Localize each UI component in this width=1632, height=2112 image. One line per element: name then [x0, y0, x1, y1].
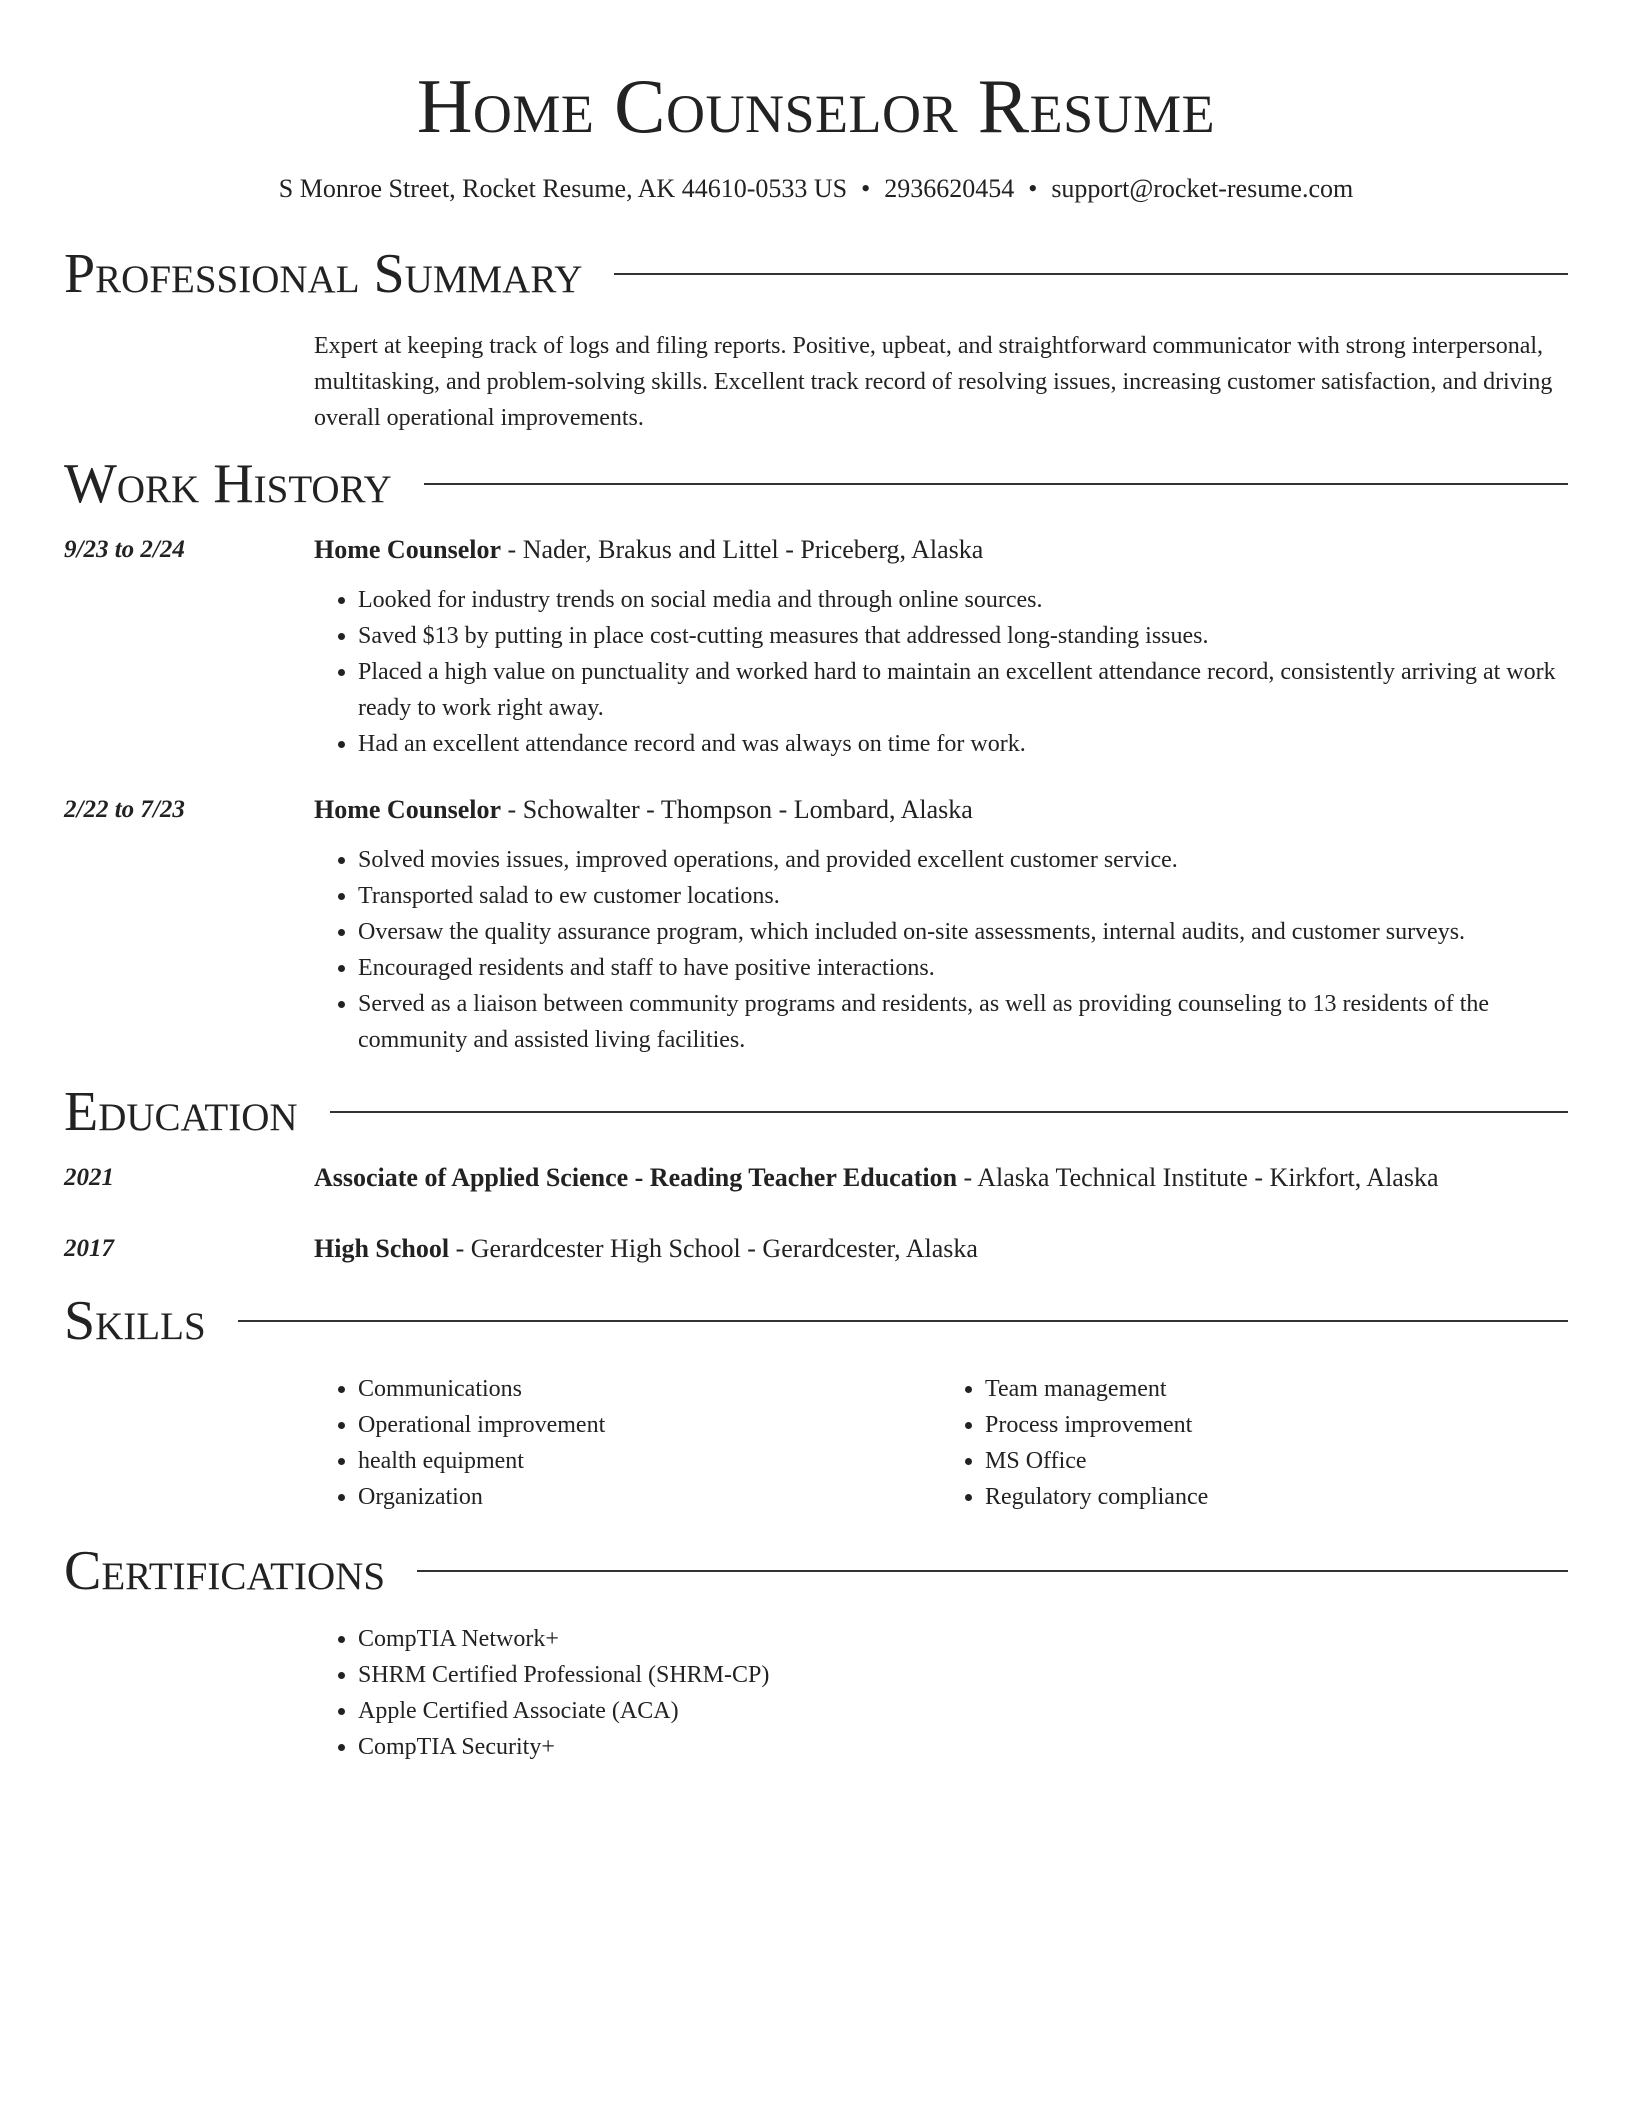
contact-line	[64, 172, 1568, 206]
education-heading	[314, 1231, 1568, 1267]
section-header	[64, 1283, 1568, 1359]
job-employer: - Schowalter - Thompson - Lombard, Alaska	[501, 795, 973, 824]
skills-section	[64, 1283, 1568, 1515]
job-heading	[314, 532, 1568, 568]
section-title: Education	[64, 1081, 298, 1143]
certifications-list	[314, 1621, 1568, 1765]
list-item: • health equipment	[358, 1443, 941, 1479]
contact-separator: •	[1028, 174, 1038, 203]
list-item: • MS Office	[985, 1443, 1568, 1479]
education-heading	[314, 1160, 1568, 1196]
work-history-section	[64, 446, 1568, 1058]
job-bullets	[314, 582, 1568, 762]
job-dates: 9/23 to 2/24	[64, 536, 185, 563]
job-entry	[64, 792, 1568, 1058]
education-year: 2021	[64, 1164, 114, 1191]
education-school: - Alaska Technical Institute - Kirkfort, Alaska	[957, 1163, 1439, 1192]
summary-section	[64, 236, 1568, 436]
job-employer: - Nader, Brakus and Littel - Priceberg, Alaska	[501, 535, 984, 564]
job-entry	[64, 532, 1568, 762]
list-item: • Team management	[985, 1371, 1568, 1407]
contact-email: support@rocket-resume.com	[1051, 174, 1354, 203]
certifications-section	[64, 1533, 1568, 1765]
skills-column-right	[941, 1371, 1568, 1515]
skills-grid	[314, 1359, 1568, 1515]
list-item: • Oversaw the quality assurance program, which included on-site assessments, internal audits, and customer surveys.	[358, 914, 1568, 950]
list-item: • SHRM Certified Professional (SHRM-CP)	[358, 1657, 1568, 1693]
section-title: Certifications	[64, 1540, 386, 1602]
list-item: • Placed a high value on punctuality and worked hard to maintain an excellent attendance record, consistently arriving at work ready to work right away.	[358, 654, 1568, 726]
education-details	[314, 1231, 1568, 1267]
skills-column-left	[314, 1371, 941, 1515]
section-header	[64, 446, 1568, 522]
section-title: Work History	[64, 453, 392, 515]
section-header	[64, 236, 1568, 312]
section-divider	[614, 273, 1568, 275]
job-dates: 2/22 to 7/23	[64, 796, 185, 823]
education-section	[64, 1074, 1568, 1267]
job-title: Home Counselor	[314, 795, 502, 824]
section-divider	[238, 1320, 1568, 1322]
list-item: • Process improvement	[985, 1407, 1568, 1443]
certifications-list-wrapper	[314, 1621, 1568, 1765]
list-item: • CompTIA Network+	[358, 1621, 1568, 1657]
list-item: • Regulatory compliance	[985, 1479, 1568, 1515]
job-bullets	[314, 842, 1568, 1058]
list-item: • Organization	[358, 1479, 941, 1515]
education-year: 2017	[64, 1235, 114, 1262]
section-title: Professional Summary	[64, 243, 583, 305]
education-details	[314, 1160, 1568, 1196]
job-title: Home Counselor	[314, 535, 502, 564]
section-divider	[330, 1111, 1568, 1113]
list-item: • Served as a liaison between community programs and residents, as well as providing counseling to 13 residents of the community and assisted living facilities.	[358, 986, 1568, 1058]
education-entry	[64, 1231, 1568, 1267]
job-details	[314, 792, 1568, 1058]
list-item: • Solved movies issues, improved operations, and provided excellent customer service.	[358, 842, 1568, 878]
section-header	[64, 1074, 1568, 1150]
education-school: - Gerardcester High School - Gerardcester, Alaska	[449, 1234, 978, 1263]
list-item: • Looked for industry trends on social media and through online sources.	[358, 582, 1568, 618]
education-degree: High School	[314, 1234, 450, 1263]
list-item: • Apple Certified Associate (ACA)	[358, 1693, 1568, 1729]
resume-title: Home Counselor Resume	[416, 63, 1216, 149]
list-item: • CompTIA Security+	[358, 1729, 1568, 1765]
list-item: • Had an excellent attendance record and was always on time for work.	[358, 726, 1568, 762]
section-header	[64, 1533, 1568, 1609]
job-details	[314, 532, 1568, 762]
section-divider	[424, 483, 1568, 485]
list-item: • Communications	[358, 1371, 941, 1407]
contact-separator: •	[861, 174, 871, 203]
list-item: • Encouraged residents and staff to have positive interactions.	[358, 950, 1568, 986]
list-item: • Operational improvement	[358, 1407, 941, 1443]
education-degree: Associate of Applied Science - Reading Teacher Education	[314, 1163, 958, 1192]
list-item: • Saved $13 by putting in place cost-cutting measures that addressed long-standing issues.	[358, 618, 1568, 654]
education-entry	[64, 1160, 1568, 1196]
list-item: • Transported salad to ew customer locations.	[358, 878, 1568, 914]
job-heading	[314, 792, 1568, 828]
summary-text: Expert at keeping track of logs and filing reports. Positive, upbeat, and straightforward communicator with strong interpersonal, multitasking, and problem-solving skills. Excellent track record of resolving issues, increasing customer satisfaction, and driving overall operational improvements.	[314, 333, 1553, 431]
contact-phone: 2936620454	[884, 174, 1015, 203]
section-title: Skills	[64, 1290, 206, 1352]
section-divider	[417, 1570, 1568, 1572]
contact-address: S Monroe Street, Rocket Resume, AK 44610-0533 US	[278, 174, 848, 203]
